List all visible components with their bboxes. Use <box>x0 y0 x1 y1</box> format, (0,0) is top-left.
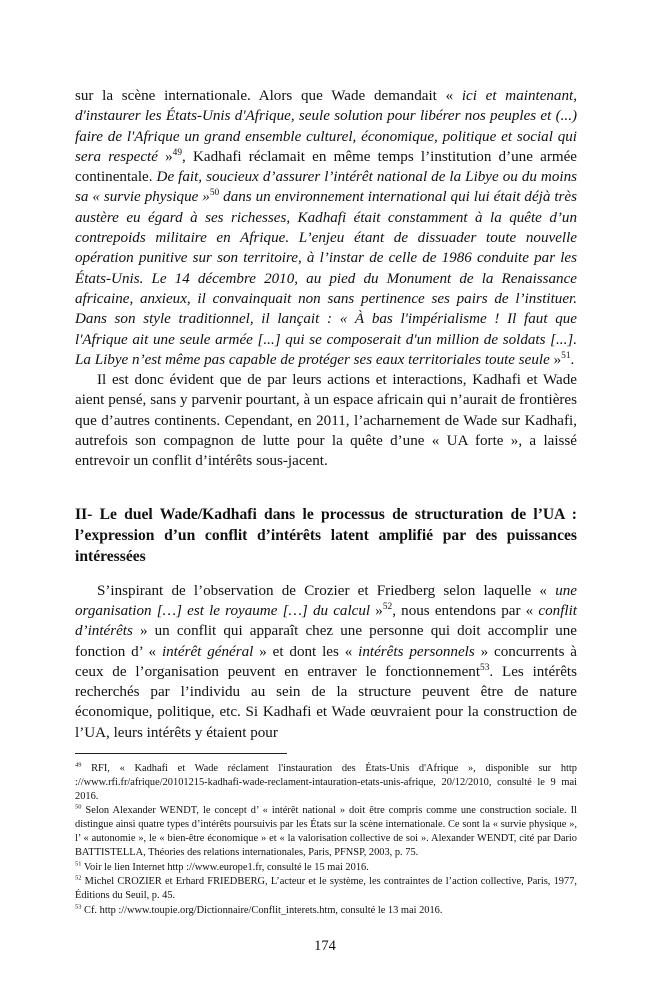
para3-term-conflit: conflit d’intérêts <box>75 602 577 640</box>
para3-text-c: » <box>370 602 383 619</box>
para3-quote-crozier: une organisation […] est le royaume […] du calcul <box>75 582 577 619</box>
para3-text-j: » concurrents à ceux de l’organisation peuvent en entraver le fonctionnement <box>75 643 578 680</box>
page-body <box>75 86 577 919</box>
footnote-separator <box>75 753 287 754</box>
para1-text-c: » <box>157 148 173 165</box>
footnote-text: Cf. http ://www.toupie.org/Dictionnaire/Conflit_interets.htm, consulté le 13 mai 2016. <box>81 904 443 916</box>
para1-italic-e: De fait, soucieux d’assurer l’intérêt national de la Libye ou du moins sa « survie physique » <box>75 169 577 206</box>
para1-quote-wade: ici et maintenant, d'instaurer les États-Unis d'Afrique, seule solution pour libérer nos peuples et (...) faire de l'Afrique un grand ensemble culturel, économique, politique et social qui sera respecté <box>75 88 577 165</box>
footnote-ref-49[interactable]: 49 <box>172 147 183 158</box>
footnote-53 <box>75 904 577 918</box>
paragraph-2: Il est donc évident que de par leurs actions et interactions, Kadhafi et Wade aient pensé, sans y parvenir pourtant, à un espace africain qui n’aurait de frontières que d’autres continents. Cependant, en 2011, l’acharnement de Wade sur Kadhafi, autrefois son compagnon de lutte pour la quête d’une « UA forte », a laissé entrevoir un conflit d’intérêts sous-jacent. <box>75 372 577 470</box>
footnote-50 <box>75 804 577 859</box>
para1-italic-f: dans un environnement international qui lui était déjà très austère eu égard à ses richesses, Kadhafi était constamment à la quête d’un contrepoids militaire en Afrique. L’enjeu étant de dissuader toute nouvelle opération punitive sur son territoire, à l’instar de celle de 1986 conduite par les États-Unis. Le 14 décembre 2010, au pied du Monument de la Renaissance africaine, anxieux, il convainquait non sans pertinence ses pairs de l’instituer. Dans son style traditionnel, il lançait : « À bas l'impérialisme ! Il faut que l'Afrique ait une seule armée [...] qui se composerait d'un million de soldats [...]. La Libye n’est même pas capable de protéger ses eaux territoriales toute seule <box>75 189 577 368</box>
para3-text-a: S’inspirant de l’observation de Crozier et Friedberg selon laquelle « <box>97 582 556 599</box>
footnote-ref-51[interactable]: 51 <box>561 350 571 361</box>
para1-text-d: , Kadhafi réclamait en même temps l’institution d’une armée continentale. <box>75 148 577 186</box>
para3-text-d: , nous entendons par « <box>392 602 539 619</box>
footnote-text: Voir le lien Internet http ://www.europe1.fr, consulté le 15 mai 2016. <box>81 861 369 873</box>
footnote-ref-50[interactable]: 50 <box>209 188 220 199</box>
page-number: 174 <box>314 938 336 954</box>
footnote-number: 50 <box>75 803 82 811</box>
footnote-text: RFI, « Kadhafi et Wade réclament l'instauration des États-Unis d'Afrique », disponible sur http ://www.rfi.fr/afrique/20101215-kadhafi-wade-reclament-intauration-etats-unis-afrique, 20/12/2010, consulté le 9 mai 2016. <box>75 763 577 802</box>
para3-term-interet-general: intérêt général <box>161 643 254 660</box>
paragraph-3 <box>75 581 577 743</box>
para1-text-h: . <box>570 351 575 368</box>
para1-text-g: » <box>549 351 562 368</box>
section-heading: II- Le duel Wade/Kadhafi dans le processus de structuration de l’UA : l’expression d’un conflit d’intérêts latent amplifié par des puissances intéressées <box>75 505 577 565</box>
footnote-51 <box>75 861 577 875</box>
footnote-text: Selon Alexander WENDT, le concept d’ « intérêt national » doit être compris comme une construction sociale. Il distingue ainsi quatre types d’intérêts poursuivis par les États sur la scène internationale. Ce sont la « survie physique », l’ « autonomie », le « bien-être économique » et « la valorisation collective de soi ». Alexander WENDT, cité par Dario BATTISTELLA, Théories des relations internationales, Paris, PFNSP, 2003, p. 75. <box>75 805 577 858</box>
para3-text-k: . Les intérêts recherchés par l’individu au sein de la structure peuvent être de nature économique, politique, etc. Si Kadhafi et Wade œuvraient pour la construction de l’UA, leurs intérêts y étaient pour <box>75 663 577 741</box>
footnote-text: Michel CROZIER et Erhard FRIEDBERG, L’acteur et le système, les contraintes de l’action collective, Paris, 1977, Éditions du Seuil, p. 45. <box>75 876 577 902</box>
footnote-ref-52[interactable]: 52 <box>382 601 393 612</box>
para3-text-h: » et dont les « <box>253 643 359 660</box>
paragraph-1 <box>75 86 577 370</box>
para3-text-f: » un conflit qui apparaît chez une personne qui doit accomplir une fonction d’ « <box>75 623 577 660</box>
para3-term-interets-personnels: intérêts personnels <box>358 643 475 660</box>
footnote-52 <box>75 875 577 903</box>
footnote-number: 53 <box>75 903 82 911</box>
para1-text-a: sur la scène internationale. Alors que Wade demandait « <box>75 88 462 104</box>
footnote-ref-53[interactable]: 53 <box>480 662 490 673</box>
footnote-number: 52 <box>75 874 82 882</box>
footnote-number: 49 <box>75 761 82 769</box>
footnote-49 <box>75 762 577 803</box>
footnote-number: 51 <box>75 860 82 868</box>
